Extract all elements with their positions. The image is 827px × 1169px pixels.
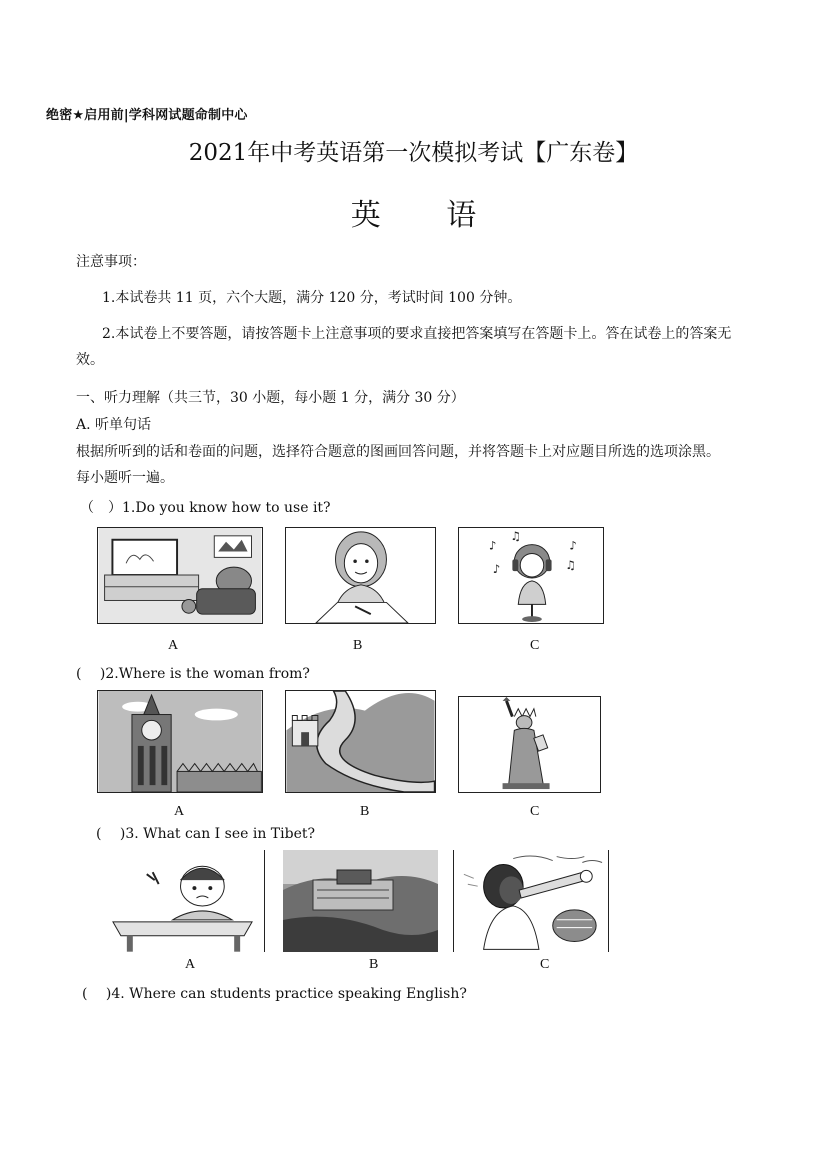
q2-option-c-image [458, 696, 601, 793]
q1-label-c: C [530, 638, 540, 653]
question-3: ( )3. What can I see in Tibet? [96, 826, 315, 842]
q2-label-c: C [530, 804, 540, 819]
q3-label-b: B [369, 957, 379, 972]
q2-label-b: B [360, 804, 370, 819]
confidential-header: 绝密★启用前|学科网试题命制中心 [46, 108, 248, 123]
q1-option-c-image [458, 527, 604, 624]
q2-label-a: A [174, 804, 185, 819]
question-2: ( )2.Where is the woman from? [76, 666, 310, 682]
q3-label-a: A [185, 957, 196, 972]
q3-option-c-image [453, 850, 609, 952]
question-4: ( )4. Where can students practice speaking English? [82, 986, 467, 1002]
q1-option-b-image [285, 527, 436, 624]
exam-title: 2021年中考英语第一次模拟考试【广东卷】 [188, 140, 639, 166]
q1-label-b: B [353, 638, 363, 653]
note-item-2-line2: 效。 [76, 352, 104, 368]
q3-label-c: C [540, 957, 550, 972]
instruction-line1: 根据所听到的话和卷面的问题，选择符合题意的图画回答问题，并将答题卡上对应题目所选的选项涂黑。 [76, 444, 720, 460]
trumpet-player-icon [454, 850, 608, 952]
girl-headphones-music-icon [459, 528, 603, 623]
note-item-1: 1.本试卷共 11 页，六个大题，满分 120 分，考试时间 100 分钟。 [102, 290, 522, 306]
great-wall-icon [286, 691, 435, 792]
svg-text:♫: ♫ [510, 528, 521, 543]
svg-text:♪: ♪ [492, 562, 501, 577]
svg-text:♪: ♪ [569, 538, 577, 553]
q2-option-b-image [285, 690, 436, 793]
potala-palace-photo-icon [283, 850, 438, 952]
big-ben-icon [98, 691, 262, 792]
q1-label-a: A [168, 638, 179, 653]
svg-text:♪: ♪ [488, 538, 497, 553]
section-heading: 一、听力理解（共三节，30 小题，每小题 1 分，满分 30 分） [76, 390, 465, 406]
q2-option-a-image [97, 690, 263, 793]
question-1: （ ）1.Do you know how to use it? [80, 500, 331, 516]
part-a-heading: A. 听单句话 [76, 417, 152, 433]
q3-option-a-image [103, 850, 265, 952]
subject-title: 英 语 [350, 198, 505, 233]
instruction-line2: 每小题听一遍。 [76, 470, 174, 486]
q1-option-a-image [97, 527, 263, 624]
q3-option-b-image [283, 850, 438, 952]
svg-text:♫: ♫ [565, 558, 576, 573]
notes-heading: 注意事项： [76, 254, 146, 270]
statue-of-liberty-icon [459, 697, 600, 792]
note-item-2-line1: 2.本试卷上不要答题，请按答题卡上注意事项的要求直接把答案填写在答题卡上。答在试卷上的答案无 [102, 326, 732, 342]
tv-living-room-icon [98, 528, 262, 623]
girl-writing-icon [286, 528, 435, 623]
boy-studying-icon [103, 850, 264, 952]
